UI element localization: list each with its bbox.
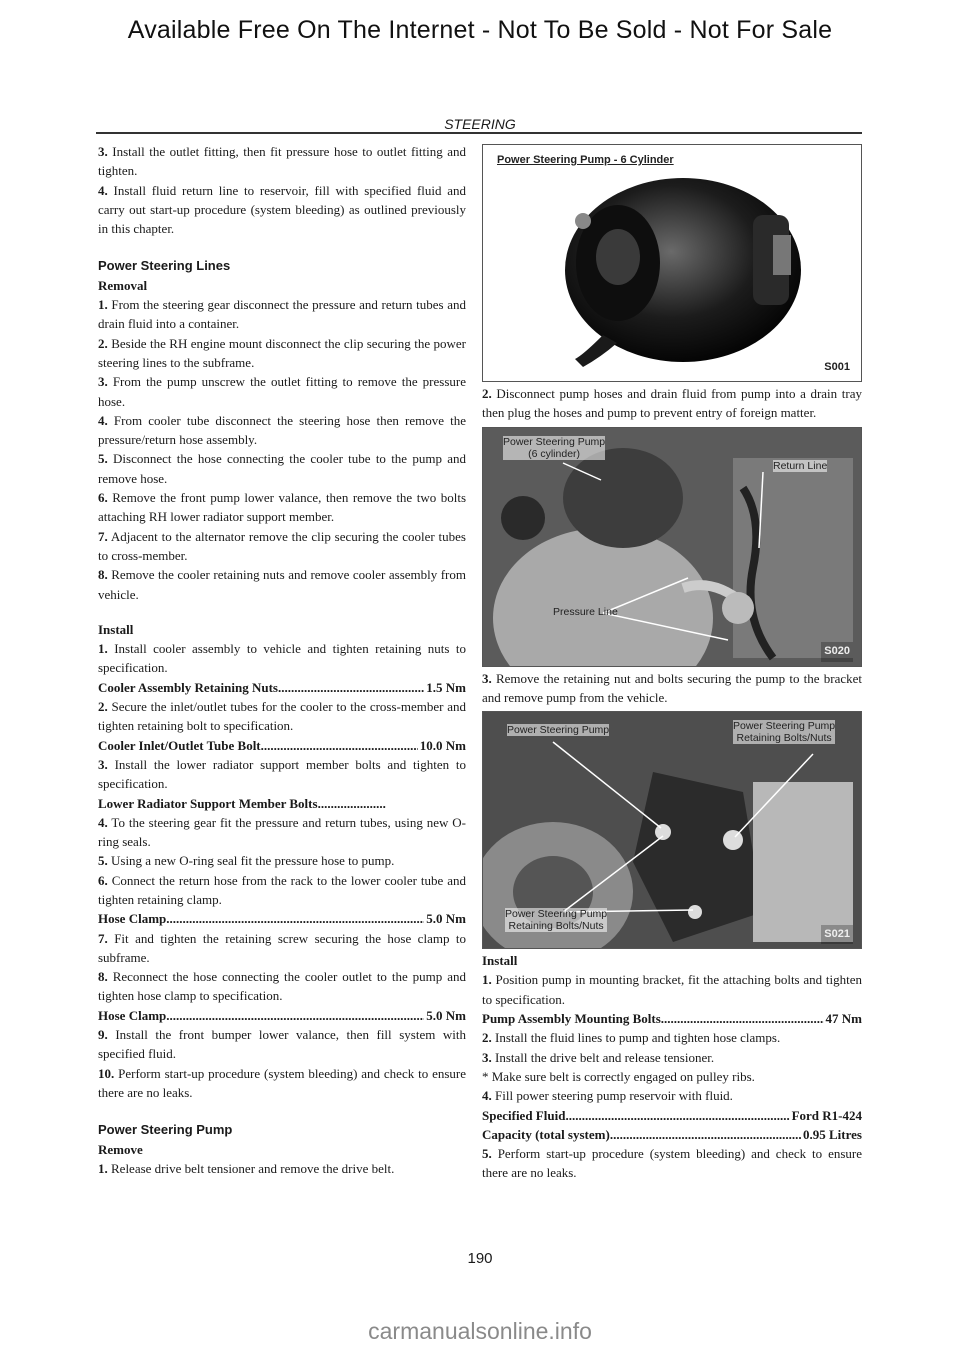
- torque-spec: Cooler Inlet/Outlet Tube Bolt ..... 10.0 Nm: [98, 736, 466, 755]
- step: 5. Disconnect the hose connecting the cooler tube to the pump and remove hose.: [98, 451, 466, 486]
- site-watermark: carmanualsonline.info: [368, 1318, 592, 1344]
- fluid-spec: Specified Fluid ..... Ford R1-424: [482, 1106, 862, 1125]
- distribution-banner: Available Free On The Internet - Not To Be Sold - Not For Sale: [127, 16, 833, 44]
- note: * Make sure belt is correctly engaged on pulley ribs.: [482, 1068, 755, 1084]
- step: 2. Beside the RH engine mount disconnect the clip securing the power steering lines to the subframe.: [98, 335, 467, 370]
- step: 3. Remove the retaining nut and bolts securing the pump to the bracket and remove pump from the vehicle.: [482, 670, 862, 705]
- step: 2. Disconnect pump hoses and drain fluid from pump into a drain tray then plug the hoses and pump to prevent entry of foreign matter.: [482, 386, 863, 421]
- step: 7. Fit and tighten the retaining screw securing the hose clamp to subframe.: [98, 930, 467, 965]
- step: 4. From cooler tube disconnect the steering hose then remove the pressure/return hose assembly.: [98, 412, 467, 448]
- right-column: [482, 142, 862, 1183]
- step: 3. Install the lower radiator support member bolts and tighten to specification.: [98, 756, 467, 792]
- pump-illustration: [483, 145, 862, 381]
- step: 7. Adjacent to the alternator remove the clip securing the cooler tubes to cross-member.: [98, 528, 466, 563]
- step: 9. Install the front bumper lower valance, then fill system with specified fluid.: [98, 1027, 467, 1062]
- figure-code: S021: [821, 925, 853, 944]
- remove-heading: Remove: [98, 1141, 143, 1157]
- install-heading: Install: [98, 621, 134, 637]
- header-rule: [96, 132, 862, 134]
- step: 5. Perform start-up procedure (system bleeding) and check to ensure there are no leaks.: [482, 1146, 863, 1181]
- photo-caption: Power Steering Pump - 6 Cylinder: [497, 154, 674, 166]
- step: 3. Install the outlet fitting, then fit pressure hose to outlet fitting and tighten.: [98, 144, 467, 179]
- label-retaining-bolts: Power Steering Pump Retaining Bolts/Nuts: [733, 720, 836, 745]
- torque-spec: Hose Clamp ..... 5.0 Nm: [98, 909, 466, 928]
- step: 3. Install the drive belt and release tensioner.: [482, 1049, 715, 1065]
- step: 4. To the steering gear fit the pressure and return tubes, using new O-ring seals.: [98, 814, 467, 850]
- step: 6. Connect the return hose from the rack to the lower cooler tube and tighten retaining clamp.: [98, 872, 467, 907]
- lines-heading: Power Steering Lines: [98, 258, 231, 274]
- step: 2. Secure the inlet/outlet tubes for the cooler to the cross-member and tighten retaining bolt to specification.: [98, 699, 466, 734]
- label-return-line: Return Line: [773, 459, 828, 472]
- step: 6. Remove the front pump lower valance, then remove the two bolts attaching RH lower radiator support member.: [98, 490, 467, 525]
- step: 1. Release drive belt tensioner and remove the drive belt.: [98, 1160, 395, 1176]
- removal-heading: Removal: [98, 277, 148, 293]
- figure-code: S001: [824, 360, 850, 373]
- torque-spec: Pump Assembly Mounting Bolts ..... 47 Nm: [482, 1009, 862, 1028]
- step: 8. Remove the cooler retaining nuts and remove cooler assembly from vehicle.: [98, 567, 466, 602]
- figure-code: S020: [821, 642, 853, 661]
- step: 4. Install fluid return line to reservoir, fill with specified fluid and carry out start-up procedure (system bleeding) as outlined previously in this chapter.: [98, 182, 467, 237]
- hoses-photo: [482, 427, 862, 667]
- label-pump: Power Steering Pump: [507, 724, 610, 737]
- section-title: STEERING: [444, 116, 516, 132]
- torque-spec: Lower Radiator Support Member Bolts .....: [98, 794, 388, 813]
- step: 10. Perform start-up procedure (system bleeding) and check to ensure there are no leaks.: [98, 1065, 467, 1100]
- capacity-spec: Capacity (total system) ..... 0.95 Litres: [482, 1125, 862, 1144]
- torque-spec: Hose Clamp ..... 5.0 Nm: [98, 1006, 466, 1025]
- label-retaining-bolts: Power Steering Pump Retaining Bolts/Nuts: [505, 908, 608, 933]
- step: 1. From the steering gear disconnect the pressure and return tubes and drain fluid into a container.: [98, 297, 466, 332]
- pump-heading: Power Steering Pump: [98, 1122, 233, 1138]
- step: 5. Using a new O-ring seal fit the pressure hose to pump.: [98, 853, 395, 869]
- label-pressure-line: Pressure Line: [553, 605, 618, 618]
- pump-photo: [482, 144, 862, 382]
- step: 4. Fill power steering pump reservoir with fluid.: [482, 1088, 733, 1104]
- step: 1. Position pump in mounting bracket, fit the attaching bolts and tighten to specification.: [482, 972, 862, 1007]
- install-heading: Install: [482, 953, 518, 969]
- torque-spec: Cooler Assembly Retaining Nuts ..... 1.5 Nm: [98, 678, 466, 697]
- page-number: 190: [467, 1250, 493, 1267]
- step: 8. Reconnect the hose connecting the cooler outlet to the pump and tighten hose clamp to specification.: [98, 969, 466, 1004]
- mounting-photo: [482, 711, 862, 949]
- step: 3. From the pump unscrew the outlet fitting to remove the pressure hose.: [98, 374, 467, 409]
- step: 2. Install the fluid lines to pump and tighten hose clamps.: [482, 1030, 781, 1046]
- label-pump: Power Steering Pump (6 cylinder): [503, 435, 606, 460]
- left-column: [98, 142, 466, 1178]
- step: 1. Install cooler assembly to vehicle and tighten retaining nuts to specification.: [98, 641, 466, 676]
